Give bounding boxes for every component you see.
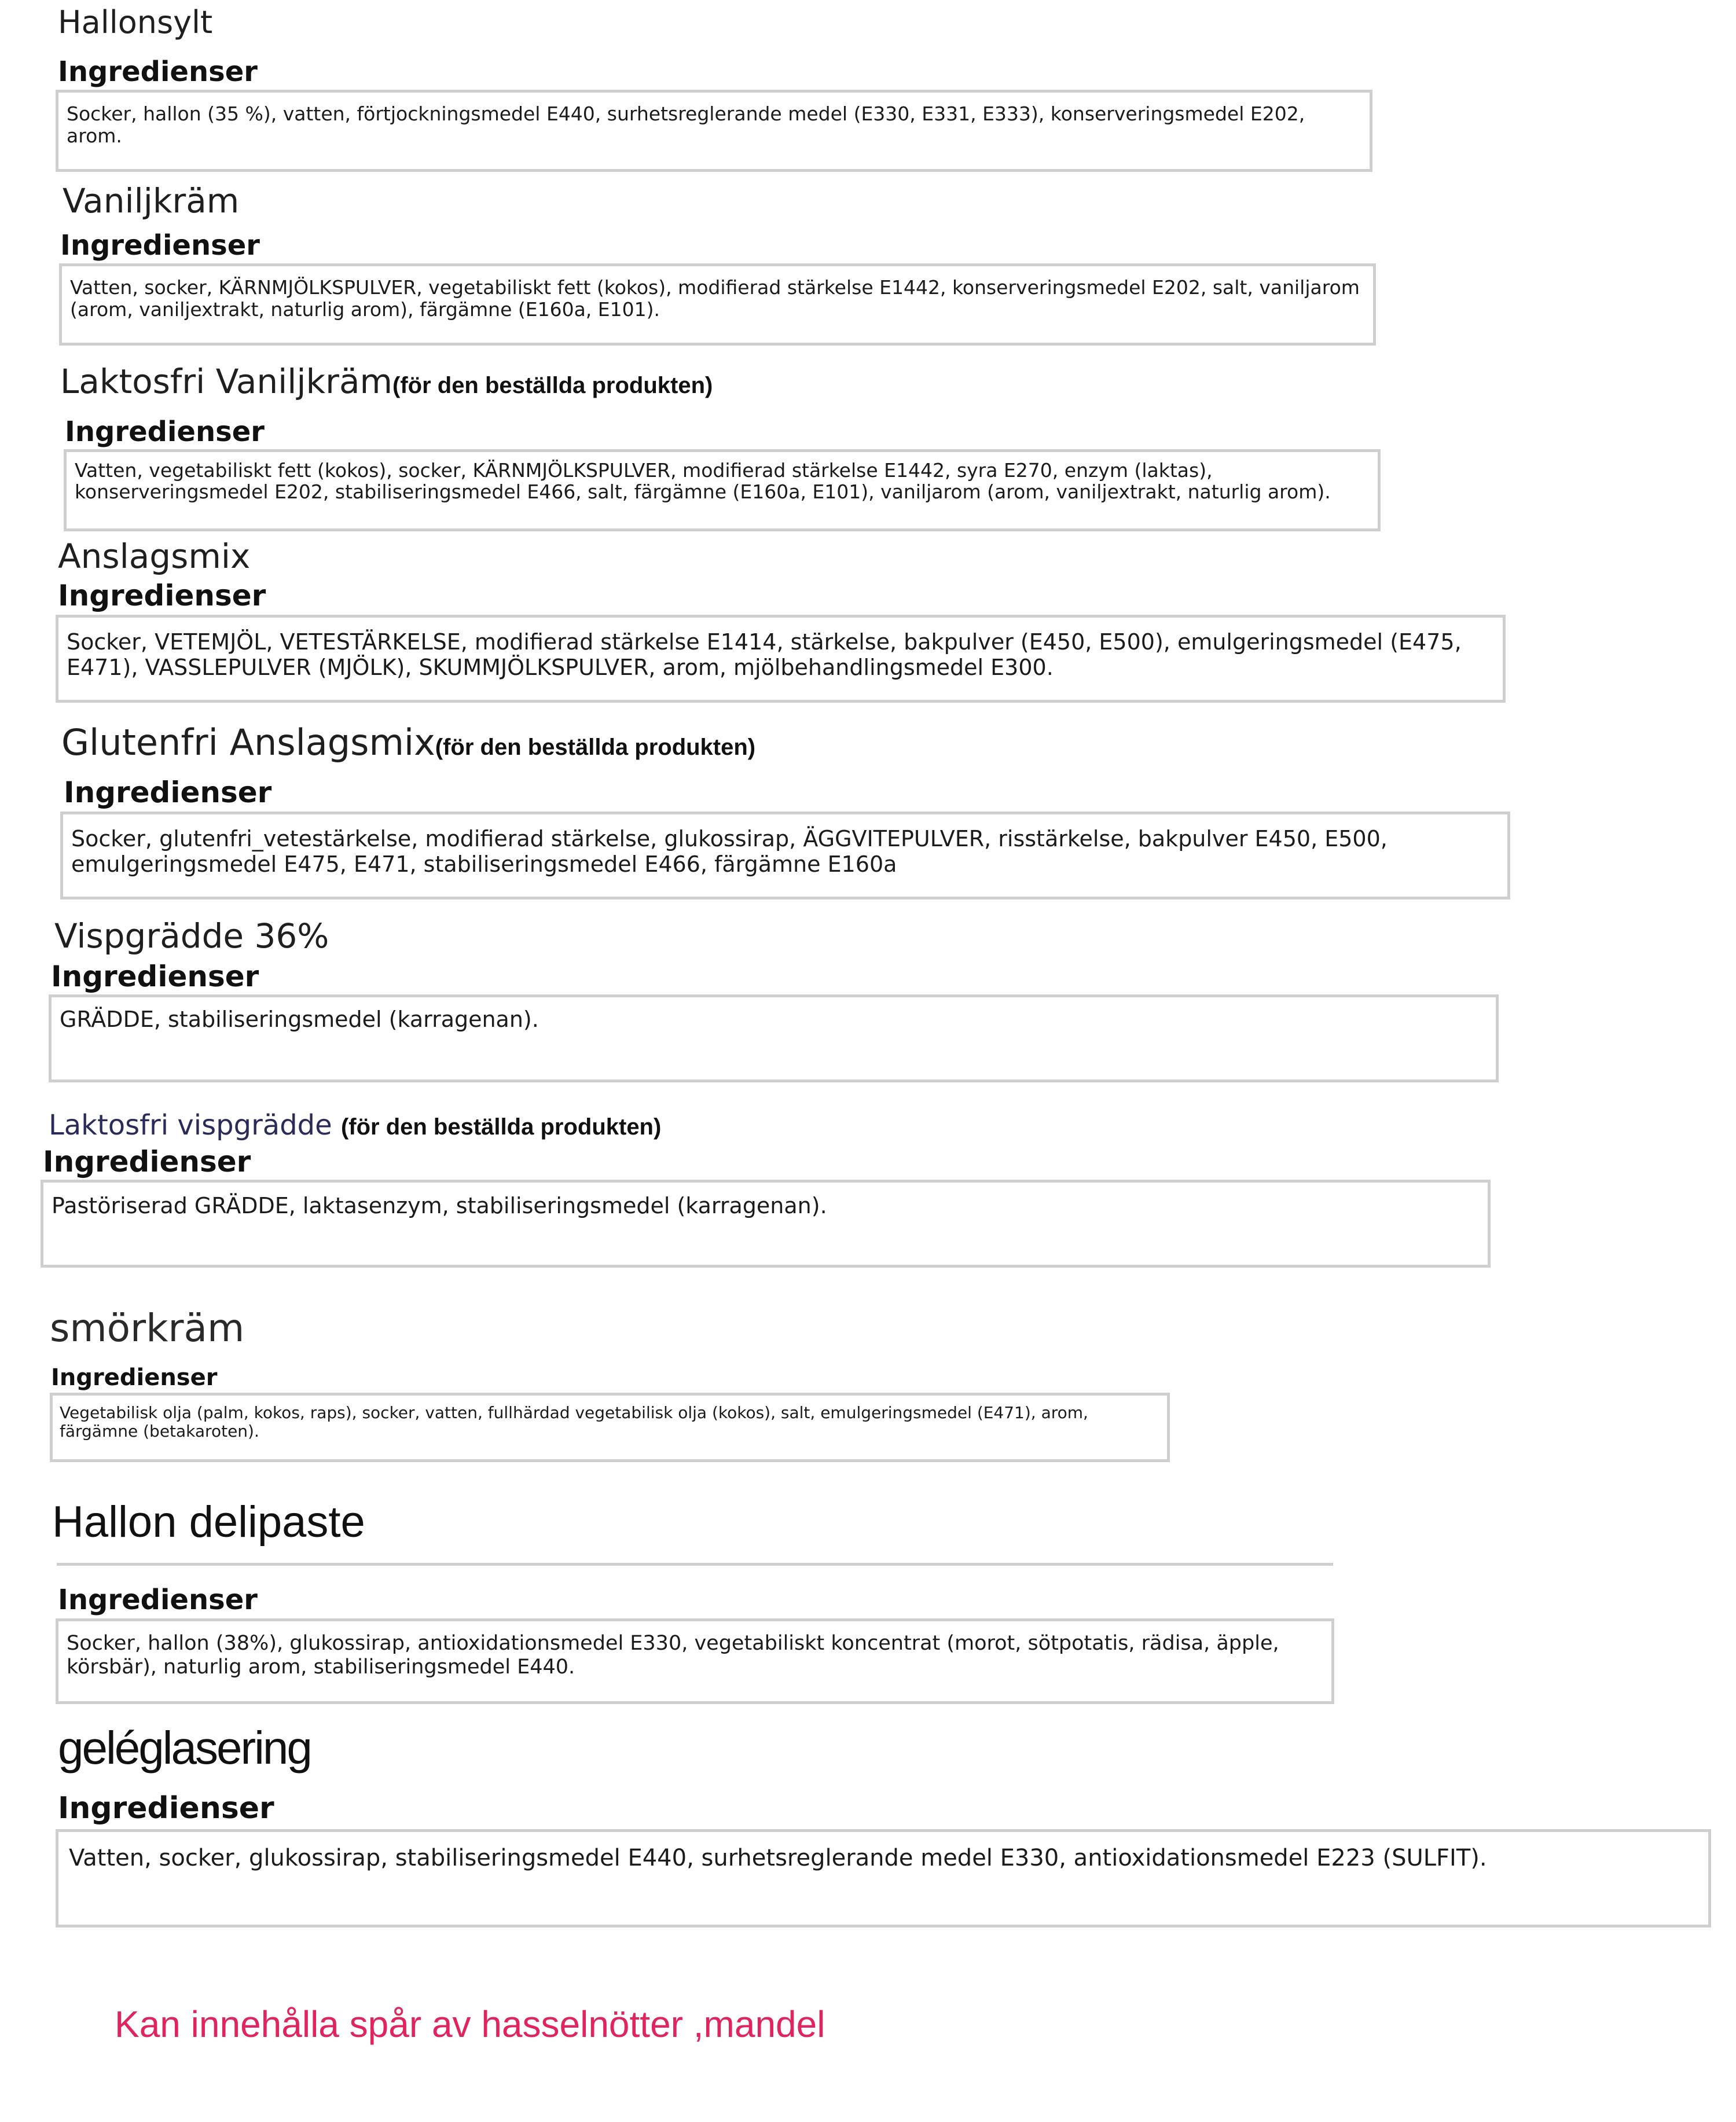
ingredients-text: Socker, hallon (35 %), vatten, förtjockningsmedel E440, surhetsreglerande medel (E330, E331, E333), konserveringsmedel E202, arom. xyxy=(67,102,1305,148)
ingredients-text: Vatten, vegetabiliskt fett (kokos), socker, KÄRNMJÖLKSPULVER, modifierad stärkelse E1442, syra E270, enzym (laktas), konserveringsmedel E202, stabiliseringsmedel E466, salt, färgämne (E160a, E101), vaniljarom (arom, vaniljextrakt, naturlig arom). xyxy=(75,459,1331,503)
ingredients-box xyxy=(49,994,1499,1082)
ingredients-text: Socker, VETEMJÖL, VETESTÄRKELSE, modifierad stärkelse E1414, stärkelse, bakpulver (E450, E500), emulgeringsmedel (E475, E471), VASSLEPULVER (MJÖLK), SKUMMJÖLKSPULVER, arom, mjölbehandlingsmedel E300. xyxy=(67,629,1462,681)
ingredients-heading: Ingredienser xyxy=(58,579,266,612)
product-title xyxy=(50,1306,245,1350)
ingredients-box xyxy=(56,90,1372,172)
ingredients-box xyxy=(56,1618,1334,1704)
ingredients-box xyxy=(59,263,1376,346)
product-note: (för den beställda produkten) xyxy=(435,735,756,760)
ingredients-heading: Ingredienser xyxy=(64,776,272,809)
product-name: Hallon delipaste xyxy=(52,1497,365,1547)
product-name: Anslagsmix xyxy=(58,537,251,576)
ingredients-heading: Ingredienser xyxy=(43,1145,251,1179)
ingredients-text: GRÄDDE, stabiliseringsmedel (karragenan). xyxy=(60,1007,539,1032)
divider xyxy=(57,1563,1333,1566)
product-title xyxy=(58,1722,311,1774)
ingredients-box xyxy=(64,449,1381,531)
ingredients-heading: Ingredienser xyxy=(60,229,260,262)
product-title xyxy=(54,916,329,956)
allergen-warning: Kan innehålla spår av hasselnötter ,mandel xyxy=(115,2003,825,2045)
ingredients-text: Vegetabilisk olja (palm, kokos, raps), socker, vatten, fullhärdad vegetabilisk olja (kokos), salt, emulgeringsmedel (E471), arom, färgämne (betakaroten). xyxy=(60,1403,1088,1441)
ingredients-text: Socker, hallon (38%), glukossirap, antioxidationsmedel E330, vegetabiliskt koncentrat (morot, sötpotatis, rädisa, äpple, körsbär), naturlig arom, stabiliseringsmedel E440. xyxy=(67,1632,1279,1679)
product-name: smörkräm xyxy=(50,1306,245,1350)
product-name: Glutenfri Anslagsmix xyxy=(61,721,435,763)
product-title xyxy=(63,181,240,221)
product-note: (för den beställda produkten) xyxy=(392,373,713,398)
product-name: geléglasering xyxy=(58,1722,311,1774)
product-note: (för den beställda produkten) xyxy=(340,1114,662,1140)
product-name: Vispgrädde 36% xyxy=(54,916,329,956)
product-name: Laktosfri vispgrädde xyxy=(49,1109,332,1141)
product-name: Vaniljkräm xyxy=(63,181,240,221)
ingredients-box xyxy=(41,1180,1491,1268)
ingredients-heading: Ingredienser xyxy=(51,960,259,993)
ingredients-box xyxy=(50,1393,1170,1462)
ingredients-heading: Ingredienser xyxy=(58,1584,258,1616)
product-title xyxy=(58,537,251,576)
ingredients-box xyxy=(60,812,1510,900)
ingredients-heading: Ingredienser xyxy=(58,1791,274,1826)
product-title xyxy=(61,721,756,763)
ingredients-heading: Ingredienser xyxy=(58,56,258,88)
product-title xyxy=(49,1111,661,1139)
ingredients-heading: Ingredienser xyxy=(51,1364,218,1391)
ingredients-text: Socker, glutenfri_vetestärkelse, modifierad stärkelse, glukossirap, ÄGGVITEPULVER, risstärkelse, bakpulver E450, E500, emulgeringsmedel E475, E471, stabiliseringsmedel E466, färgämne E160a xyxy=(71,826,1388,878)
product-name: Laktosfri Vaniljkräm xyxy=(60,362,392,401)
product-title xyxy=(58,4,213,41)
product-title xyxy=(60,362,713,401)
ingredients-box xyxy=(56,615,1506,703)
ingredients-heading: Ingredienser xyxy=(65,416,265,448)
ingredients-text: Pastöriserad GRÄDDE, laktasenzym, stabiliseringsmedel (karragenan). xyxy=(52,1193,827,1218)
ingredients-text: Vatten, socker, KÄRNMJÖLKSPULVER, vegetabiliskt fett (kokos), modifierad stärkelse E1442, konserveringsmedel E202, salt, vaniljarom (arom, vaniljextrakt, naturlig arom), färgämne (E160a, E101). xyxy=(70,276,1360,321)
product-name: Hallonsylt xyxy=(58,4,213,41)
ingredients-text: Vatten, socker, glukossirap, stabiliseringsmedel E440, surhetsreglerande medel E330, antioxidationsmedel E223 (SULFIT). xyxy=(69,1845,1487,1871)
product-title xyxy=(52,1497,365,1547)
ingredients-box xyxy=(56,1829,1711,1928)
